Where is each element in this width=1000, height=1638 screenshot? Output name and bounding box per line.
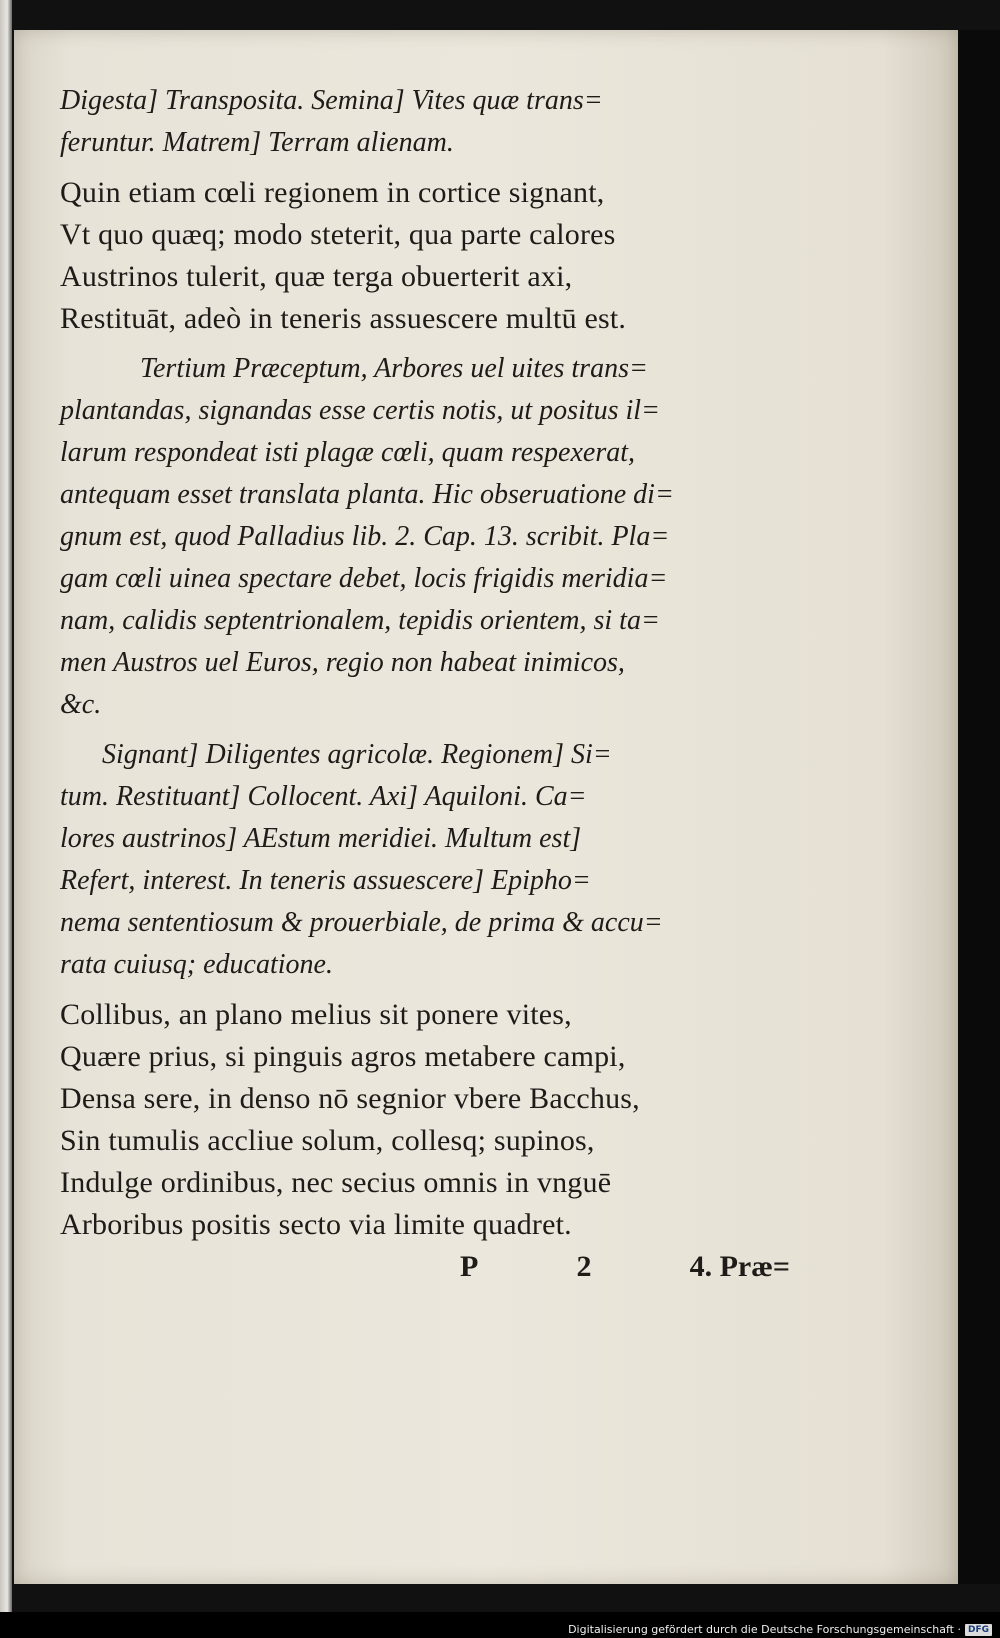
commentary-line: Tertium Præceptum, Arbores uel uites trans=	[140, 353, 648, 384]
gloss-line: Refert, interest. In teneris assuescere] Epipho=	[60, 865, 591, 896]
commentary-block	[60, 348, 780, 726]
verse-line: Arboribus positis secto via limite quadret.	[60, 1208, 572, 1241]
commentary-line: larum respondeat isti plagæ cœli, quam respexerat,	[60, 437, 635, 468]
gloss-line: nema sententiosum & prouerbiale, de prima & accu=	[60, 907, 663, 938]
verse-block-1	[60, 172, 780, 340]
scan-border	[958, 30, 1000, 1584]
commentary-line: gnum est, quod Palladius lib. 2. Cap. 13. scribit. Pla=	[60, 521, 670, 552]
gloss-line: Digesta] Transposita. Semina] Vites quæ trans=	[60, 85, 603, 116]
book-edge	[0, 0, 12, 1612]
gloss-middle	[60, 734, 780, 986]
catchword: 4. Præ=	[689, 1250, 790, 1283]
signature-number: 2	[576, 1250, 592, 1283]
verse-line: Austrinos tulerit, quæ terga obuerterit axi,	[60, 260, 573, 293]
commentary-line: antequam esset translata planta. Hic obseruatione di=	[60, 479, 674, 510]
gloss-line: rata cuiusq; educatione.	[60, 949, 333, 980]
verse-block-2	[60, 994, 780, 1246]
gloss-line: tum. Restituant] Collocent. Axi] Aquiloni. Ca=	[60, 781, 587, 812]
page-footer	[460, 1250, 790, 1284]
commentary-line: gam cœli uinea spectare debet, locis frigidis meridia=	[60, 563, 668, 594]
credit-text: Digitalisierung gefördert durch die Deutsche Forschungsgemeinschaft ·	[568, 1623, 961, 1636]
digitization-credit	[568, 1623, 992, 1636]
verse-line: Quin etiam cœli regionem in cortice signant,	[60, 176, 605, 209]
commentary-line: &c.	[60, 689, 102, 720]
verse-line: Quære prius, si pinguis agros metabere campi,	[60, 1040, 626, 1073]
commentary-line: nam, calidis septentrionalem, tepidis orientem, si ta=	[60, 605, 660, 636]
signature-mark: P	[460, 1250, 479, 1283]
verse-line: Restituāt, adeò in teneris assuescere multū est.	[60, 302, 627, 335]
gloss-top	[60, 80, 780, 164]
page-text	[60, 80, 780, 1246]
dfg-logo-icon: DFG	[965, 1624, 992, 1636]
verse-line: Sin tumulis accliue solum, collesq; supinos,	[60, 1124, 595, 1157]
verse-line: Indulge ordinibus, nec secius omnis in vnguē	[60, 1166, 612, 1199]
verse-line: Vt quo quæq; modo steterit, qua parte calores	[60, 218, 616, 251]
verse-line: Densa sere, in denso nō segnior vbere Bacchus,	[60, 1082, 640, 1115]
gloss-line: feruntur. Matrem] Terram alienam.	[60, 127, 454, 158]
gloss-line: lores austrinos] AEstum meridiei. Multum est]	[60, 823, 582, 854]
commentary-line: men Austros uel Euros, regio non habeat inimicos,	[60, 647, 625, 678]
verse-line: Collibus, an plano melius sit ponere vites,	[60, 998, 572, 1031]
commentary-line: plantandas, signandas esse certis notis, ut positus il=	[60, 395, 660, 426]
gloss-line: Signant] Diligentes agricolæ. Regionem] Si=	[102, 739, 612, 770]
